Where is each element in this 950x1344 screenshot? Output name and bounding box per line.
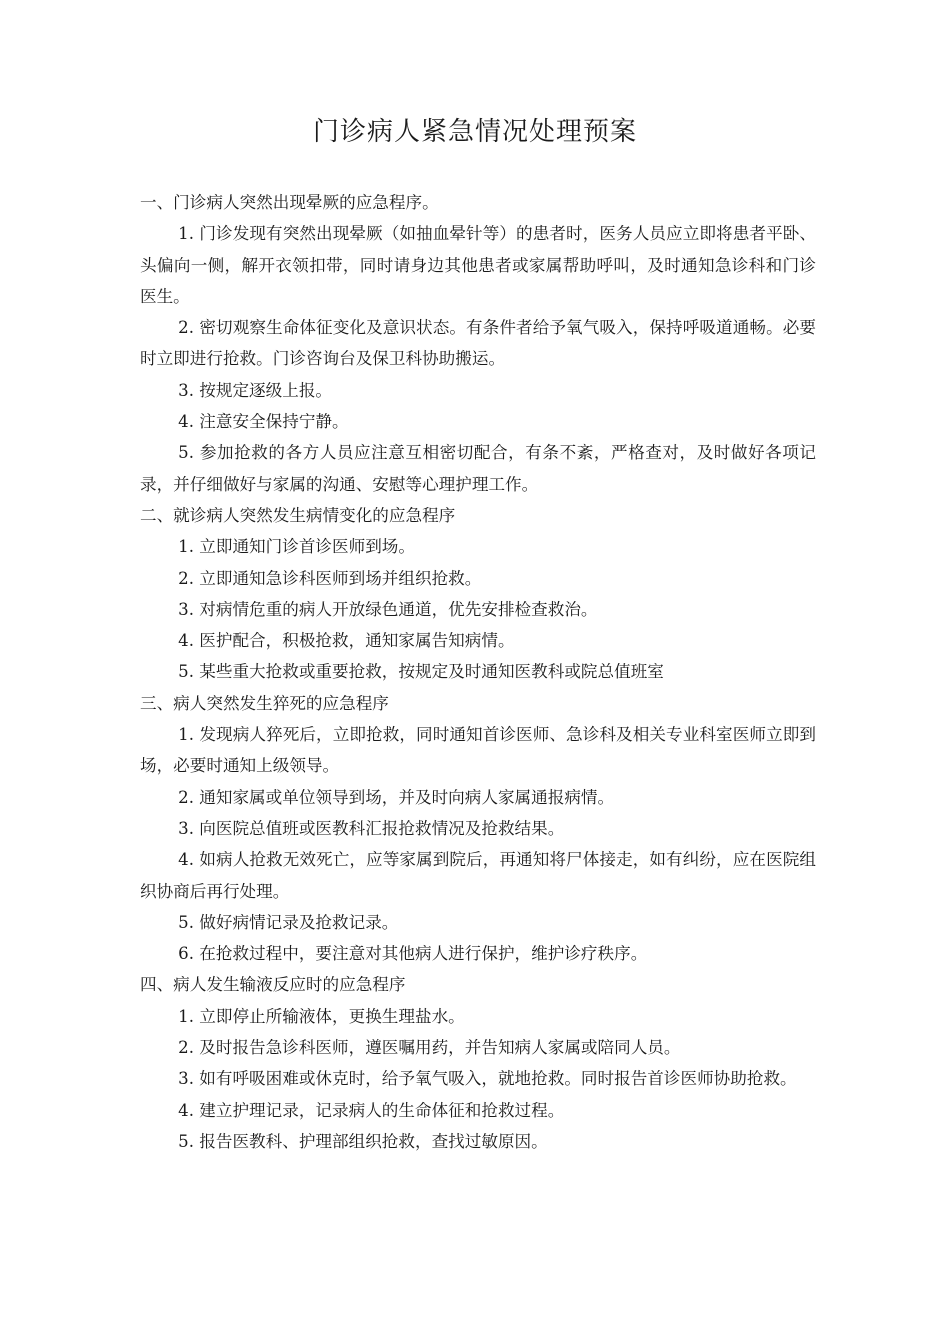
document-title: 门诊病人紧急情况处理预案 [312,117,637,147]
section-heading: 一、门诊病人突然出现晕厥的应急程序。 [140,193,439,212]
section-item: 5. 参加抢救的各方人员应注意互相密切配合，有条不紊，严格查对，及时做好各项记录，并仔细做好与家属的沟通、安慰等心理护理工作。 [140,443,816,494]
section-item: 3. 如有呼吸困难或休克时，给予氧气吸入，就地抢救。同时报告首诊医师协助抢救。 [178,1069,797,1089]
section-item: 1. 立即通知门诊首诊医师到场。 [178,537,415,557]
section-item: 5. 做好病情记录及抢救记录。 [178,912,399,932]
section-heading: 三、病人突然发生猝死的应急程序 [140,693,389,713]
section-item: 2. 密切观察生命体征变化及意识状态。有条件者给予氧气吸入，保持呼吸道通畅。必要时立即进行抢救。门诊咨询台及保卫科协助搬运。 [140,318,816,369]
section-item: 2. 立即通知急诊科医师到场并组织抢救。 [178,568,482,588]
section-item: 2. 及时报告急诊科医师，遵医嘱用药，并告知病人家属或陪同人员。 [178,1038,681,1058]
section-item: 4. 医护配合，积极抢救，通知家属告知病情。 [178,631,515,651]
section-item: 5. 报告医教科、护理部组织抢救，查找过敏原因。 [178,1131,548,1151]
section-item: 4. 如病人抢救无效死亡，应等家属到院后，再通知将尸体接走，如有纠纷，应在医院组织协商后再行处理。 [140,850,816,901]
section-item: 3. 按规定逐级上报。 [178,380,333,400]
section-item: 4. 建立护理记录，记录病人的生命体征和抢救过程。 [178,1100,565,1120]
section-item: 3. 对病情危重的病人开放绿色通道，优先安排检查救治。 [178,599,598,619]
section-item: 2. 通知家属或单位领导到场，并及时向病人家属通报病情。 [178,787,615,807]
section-item: 4. 注意安全保持宁静。 [178,412,349,432]
section-item: 1. 门诊发现有突然出现晕厥（如抽血晕针等）的患者时，医务人员应立即将患者平卧、头偏向一侧，解开衣领扣带，同时请身边其他患者或家属帮助呼叫，及时通知急诊科和门诊医生。 [140,224,816,306]
section-item: 3. 向医院总值班或医教科汇报抢救情况及抢救结果。 [178,818,565,838]
section-item: 1. 立即停止所输液体，更换生理盐水。 [178,1006,465,1026]
section-heading: 四、病人发生输液反应时的应急程序 [140,975,406,995]
document-body [140,187,816,1157]
section-heading: 二、就诊病人突然发生病情变化的应急程序 [140,505,456,525]
section-item: 5. 某些重大抢救或重要抢救，按规定及时通知医教科或院总值班室 [178,662,664,682]
section-item: 1. 发现病人猝死后，立即抢救，同时通知首诊医师、急诊科及相关专业科室医师立即到场，必要时通知上级领导。 [140,725,816,776]
section-item: 6. 在抢救过程中，要注意对其他病人进行保护，维护诊疗秩序。 [178,944,648,964]
